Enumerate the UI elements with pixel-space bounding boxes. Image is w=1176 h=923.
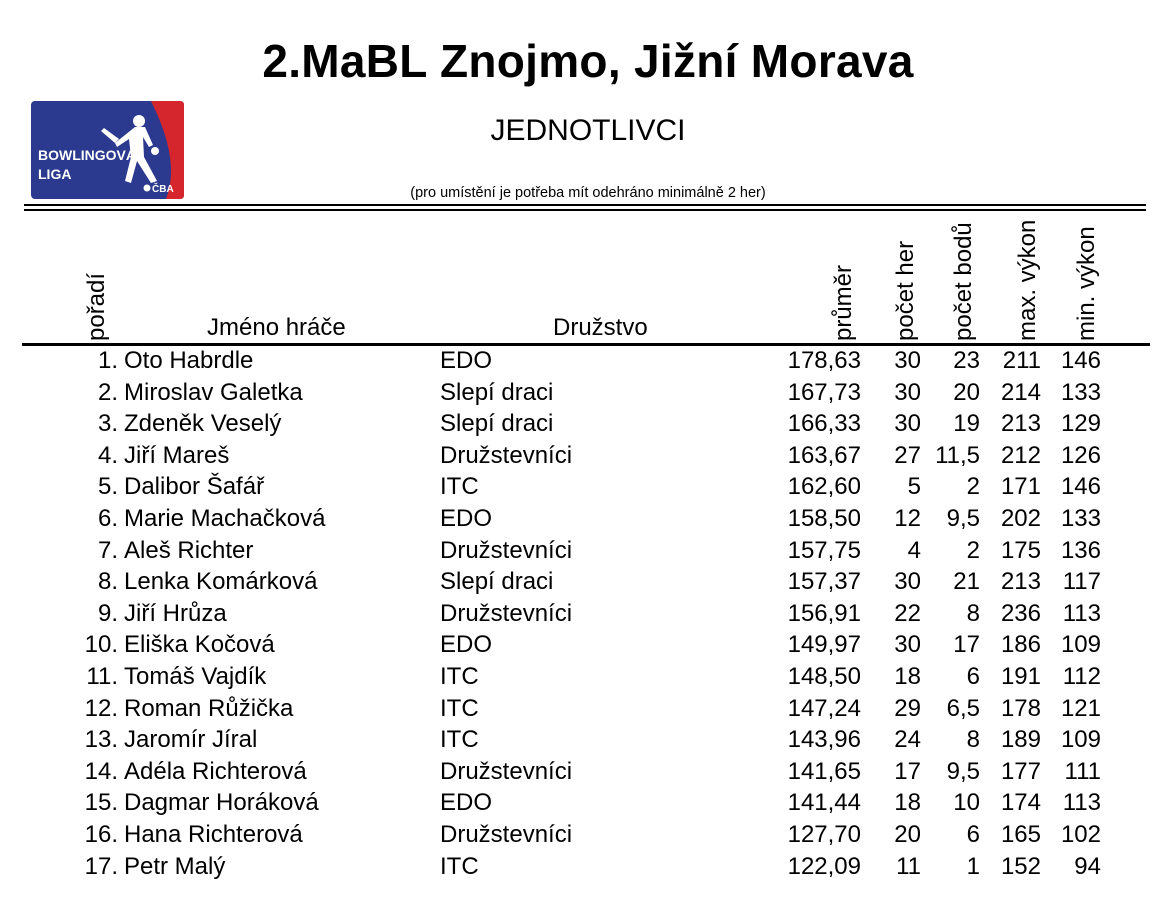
cell-rank: 15.	[84, 789, 118, 817]
table-row	[0, 756, 1176, 788]
table-row	[0, 503, 1176, 535]
cell-games: 18	[894, 663, 921, 690]
cell-max: 202	[1000, 505, 1041, 532]
cell-min: 111	[1064, 757, 1101, 785]
cell-name: Dagmar Horáková	[124, 789, 319, 817]
col-header-team: Družstvo	[553, 314, 648, 341]
cell-min: 112	[1062, 663, 1101, 690]
cell-max: 236	[1000, 599, 1041, 627]
cell-games: 30	[894, 378, 921, 406]
cell-name: Petr Malý	[124, 852, 226, 880]
cell-games: 24	[894, 726, 921, 754]
cell-team: EDO	[440, 789, 493, 817]
cell-rank: 8.	[97, 568, 118, 596]
cell-name: Lenka Komárková	[124, 568, 318, 596]
cell-points: 6	[966, 663, 980, 690]
cell-average: 162,60	[787, 473, 861, 501]
cell-name: Dalibor Šafář	[124, 473, 265, 501]
cell-max: 152	[1000, 852, 1041, 880]
cell-rank: 10.	[84, 631, 118, 659]
cell-max: 175	[1000, 536, 1041, 564]
cell-games: 11	[896, 852, 921, 880]
table-row	[0, 819, 1176, 851]
cell-max: 213	[1000, 410, 1041, 438]
cell-points: 23	[953, 347, 980, 374]
cell-games: 18	[894, 789, 921, 817]
cell-rank: 7.	[97, 536, 118, 564]
cell-max: 174	[1000, 789, 1041, 817]
table-row	[0, 566, 1176, 598]
table-row	[0, 440, 1176, 472]
cell-points: 9,5	[946, 757, 980, 785]
cell-points: 2	[966, 473, 980, 501]
cell-name: Aleš Richter	[124, 536, 254, 564]
cell-games: 17	[894, 757, 921, 785]
cell-team: EDO	[440, 347, 493, 374]
cell-rank: 12.	[84, 694, 118, 722]
cell-min: 109	[1060, 726, 1101, 754]
cell-average: 158,50	[787, 505, 861, 532]
cell-games: 22	[894, 599, 921, 627]
cell-team: Družstevníci	[440, 441, 573, 469]
cell-points: 6,5	[946, 694, 980, 722]
cell-min: 113	[1062, 599, 1101, 627]
cell-points: 10	[953, 789, 980, 817]
table-row	[0, 724, 1176, 756]
cell-max: 178	[1000, 694, 1041, 722]
cell-average: 143,96	[787, 726, 861, 754]
cell-average: 122,09	[787, 852, 861, 880]
cell-points: 1	[966, 852, 980, 880]
cell-points: 21	[953, 568, 980, 596]
cell-average: 141,65	[787, 757, 861, 785]
cell-games: 12	[894, 505, 921, 532]
cell-games: 5	[907, 473, 921, 501]
cell-points: 20	[953, 378, 980, 406]
cell-name: Eliška Kočová	[124, 631, 275, 659]
cell-games: 30	[894, 631, 921, 659]
cell-team: ITC	[440, 663, 479, 690]
logo-line1: BOWLINGOVÁ	[38, 147, 136, 163]
logo-line2: LIGA	[38, 166, 72, 182]
table-row	[0, 693, 1176, 725]
cell-max: 211	[1002, 347, 1041, 374]
cell-name: Miroslav Galetka	[124, 378, 303, 406]
col-header-rank: pořadí	[83, 272, 110, 341]
cell-team: EDO	[440, 505, 493, 532]
cell-games: 29	[894, 694, 921, 722]
table-row	[0, 598, 1176, 630]
cell-rank: 5.	[97, 473, 118, 501]
cell-rank: 3.	[97, 410, 118, 438]
cell-rank: 11.	[86, 663, 118, 690]
cell-min: 121	[1060, 694, 1101, 722]
cell-team: Slepí draci	[440, 410, 554, 438]
cell-games: 4	[907, 536, 921, 564]
cell-min: 129	[1060, 410, 1101, 438]
cell-name: Roman Růžička	[124, 694, 294, 722]
cell-team: ITC	[440, 473, 479, 501]
cell-points: 19	[953, 410, 980, 438]
cell-min: 102	[1060, 821, 1101, 848]
cell-max: 177	[1000, 757, 1041, 785]
cell-team: Družstevníci	[440, 821, 573, 848]
cell-max: 189	[1000, 726, 1041, 754]
cell-min: 146	[1060, 473, 1101, 501]
cell-team: ITC	[440, 852, 479, 880]
minimum-games-note: (pro umístění je potřeba mít odehráno minimálně 2 her)	[410, 185, 766, 201]
cell-min: 117	[1062, 568, 1101, 596]
table-row	[0, 408, 1176, 440]
cell-team: Družstevníci	[440, 536, 573, 564]
divider	[24, 204, 1146, 206]
cell-average: 167,73	[787, 378, 861, 406]
page-subtitle: JEDNOTLIVCI	[490, 114, 686, 147]
cell-name: Jiří Hrůza	[124, 599, 227, 627]
col-header-max: max. výkon	[1014, 219, 1041, 341]
col-header-name: Jméno hráče	[207, 314, 346, 341]
cell-average: 148,50	[787, 663, 861, 690]
cell-name: Oto Habrdle	[124, 347, 254, 374]
cell-min: 94	[1074, 852, 1101, 880]
cell-name: Zdeněk Veselý	[124, 410, 282, 438]
cell-team: Družstevníci	[440, 599, 573, 627]
col-header-average: průměr	[830, 264, 857, 341]
cell-rank: 14.	[84, 757, 118, 785]
cell-min: 126	[1060, 441, 1101, 469]
cell-average: 157,37	[787, 568, 861, 596]
cell-team: ITC	[440, 726, 479, 754]
cell-team: ITC	[440, 694, 479, 722]
cell-points: 9,5	[946, 505, 980, 532]
col-header-games: počet her	[892, 240, 919, 341]
cell-name: Jaromír Jíral	[124, 726, 258, 754]
cell-name: Marie Machačková	[124, 505, 326, 532]
cell-max: 212	[1000, 441, 1041, 469]
cell-average: 157,75	[787, 536, 861, 564]
table-row	[0, 345, 1176, 377]
cell-average: 127,70	[787, 821, 861, 848]
cell-rank: 6.	[97, 505, 118, 532]
cell-min: 109	[1060, 631, 1101, 659]
cell-points: 11,5	[935, 441, 980, 469]
cell-min: 133	[1060, 505, 1101, 532]
table-row	[0, 851, 1176, 883]
table-row	[0, 629, 1176, 661]
cell-max: 186	[1000, 631, 1041, 659]
cell-team: Slepí draci	[440, 568, 554, 596]
cell-rank: 4.	[97, 441, 118, 469]
cell-average: 149,97	[787, 631, 861, 659]
cell-rank: 13.	[84, 726, 118, 754]
cell-min: 113	[1062, 789, 1101, 817]
page-title: 2.MaBL Znojmo, Jižní Morava	[262, 35, 914, 87]
cell-min: 136	[1060, 536, 1101, 564]
cell-max: 171	[1000, 473, 1041, 501]
cell-name: Adéla Richterová	[124, 757, 307, 785]
logo-badge: ČBA	[152, 184, 174, 195]
table-row	[0, 787, 1176, 819]
cell-rank: 1.	[97, 347, 118, 374]
cell-points: 8	[966, 726, 980, 754]
cell-rank: 17.	[84, 852, 118, 880]
cell-max: 191	[1000, 663, 1041, 690]
cell-games: 30	[894, 347, 921, 374]
cell-points: 6	[966, 821, 980, 848]
cell-name: Jiří Mareš	[124, 441, 230, 469]
cell-rank: 16.	[84, 821, 118, 848]
cell-team: Slepí draci	[440, 378, 554, 406]
cell-points: 8	[966, 599, 980, 627]
cell-name: Hana Richterová	[124, 821, 303, 848]
cell-min: 133	[1060, 378, 1101, 406]
cell-rank: 9.	[97, 599, 118, 627]
cell-max: 165	[1000, 821, 1041, 848]
table-row	[0, 535, 1176, 567]
cell-average: 166,33	[787, 410, 861, 438]
cell-average: 141,44	[787, 789, 861, 817]
table-row	[0, 377, 1176, 409]
cell-max: 214	[1000, 378, 1041, 406]
cell-games: 30	[894, 568, 921, 596]
col-header-points: počet bodů	[950, 222, 977, 341]
cell-rank: 2.	[97, 378, 118, 406]
cell-max: 213	[1000, 568, 1041, 596]
divider	[24, 209, 1146, 211]
cell-team: Družstevníci	[440, 757, 573, 785]
cell-games: 20	[894, 821, 921, 848]
cell-games: 27	[894, 441, 921, 469]
cell-min: 146	[1060, 347, 1101, 374]
table-row	[0, 471, 1176, 503]
col-header-min: min. výkon	[1073, 226, 1100, 341]
cell-team: EDO	[440, 631, 493, 659]
cell-average: 178,63	[787, 347, 861, 374]
table-row	[0, 661, 1176, 693]
cell-name: Tomáš Vajdík	[124, 663, 267, 690]
cell-average: 147,24	[787, 694, 861, 722]
cell-points: 17	[953, 631, 980, 659]
cell-points: 2	[966, 536, 980, 564]
cell-games: 30	[894, 410, 921, 438]
cell-average: 163,67	[787, 441, 861, 469]
cell-average: 156,91	[787, 599, 861, 627]
